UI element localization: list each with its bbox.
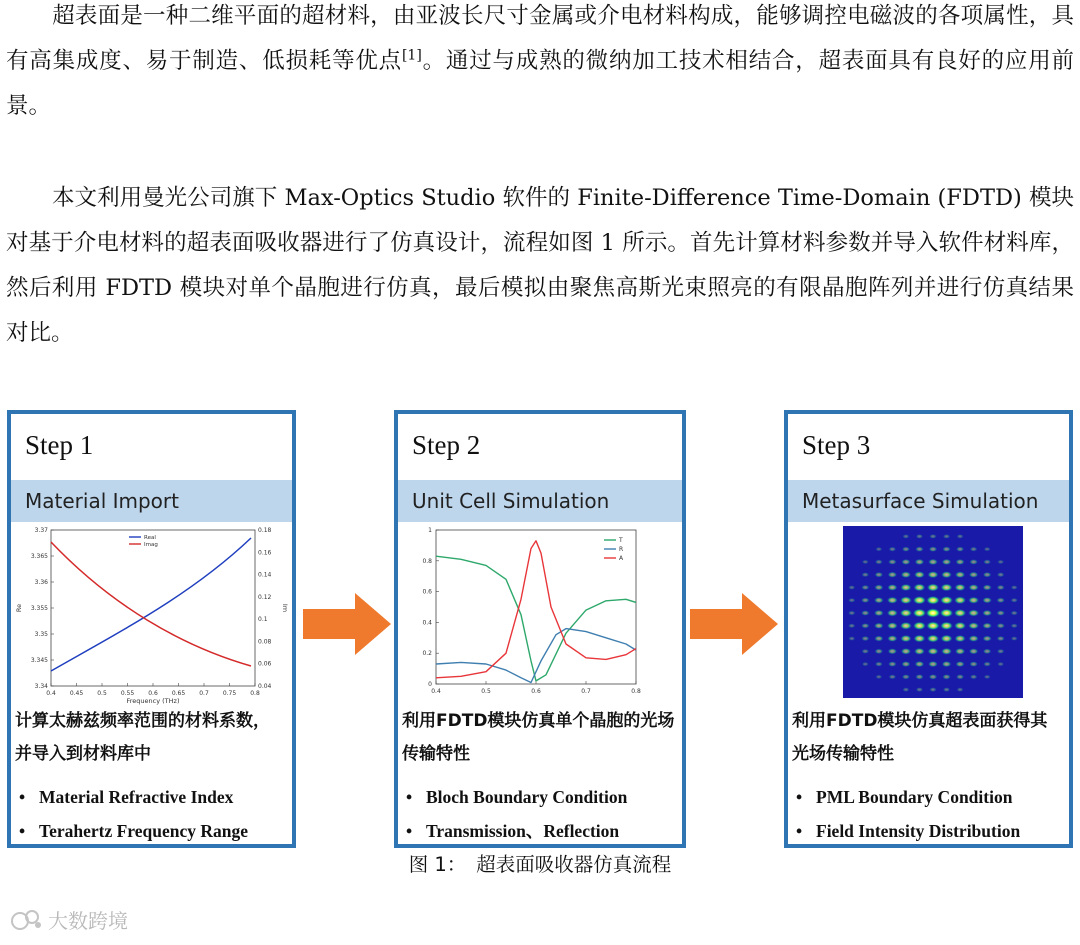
field-spot [983,661,991,666]
field-spot [915,674,924,680]
field-spot [874,584,884,590]
field-spot [940,596,954,605]
field-spot [969,661,978,667]
field-spot [928,661,938,668]
field-spot [968,622,979,629]
step3-description: 利用FDTD模块仿真超表面获得其光场传输特性 [792,711,1048,764]
field-spot [969,572,979,578]
field-spot [970,674,978,679]
field-spot [888,661,897,667]
chart1-legend-label: Real [144,535,156,541]
field-spot [874,648,883,654]
field-spot [969,648,979,654]
step2-bullet: • Bloch Boundary Condition [406,787,628,807]
field-spot [887,622,898,629]
chart1-y-left-tick-label: 3.365 [30,553,48,560]
field-spot [929,674,938,680]
field-spot [983,559,991,564]
watermark-text: 大数跨境 [48,909,128,933]
field-spot [968,597,979,604]
field-spot [997,649,1005,654]
field-spot [861,572,869,577]
step3-panel [784,410,1073,848]
field-spot [901,559,911,565]
field-spot [848,598,856,603]
field-spot [954,596,967,604]
chart1-y-left-tick-label: 3.37 [34,527,48,534]
step2-bullet: • Transmission、Reflection [406,821,620,841]
chart1-x-axis-label: Frequency (THz) [126,697,180,705]
step3-bullet-list [796,780,1065,848]
field-spot [927,571,939,578]
chart1-y-right-tick-label: 0.12 [258,593,272,601]
chart1-y-right-tick-label: 0.08 [258,638,272,646]
field-spot [901,571,912,578]
transmission-chart [398,524,682,700]
field-spot [941,559,951,565]
right-arrow-icon [690,593,778,655]
field-spot [984,675,991,680]
field-spot [996,623,1005,629]
field-spot [956,534,963,539]
field-spot [983,648,992,654]
reference-mark[interactable]: [1] [401,47,422,64]
field-spot [929,546,938,552]
chart2-y-tick-label: 0.2 [422,650,432,658]
field-spot [997,662,1004,667]
figure-label: 图 1： [408,853,467,876]
chart1-x-tick-label: 0.45 [69,690,84,697]
chart1-x-tick-label: 0.55 [120,690,135,697]
field-spot [874,597,884,603]
field-spot [956,687,963,692]
chart1-y-left-tick-label: 3.355 [30,605,48,612]
chart2-x-tick-label: 0.7 [581,688,591,695]
field-spot [848,623,856,628]
field-spot [982,597,992,603]
field-spot [928,559,938,566]
step3-bullet: • Field Intensity Distribution [796,821,1021,841]
chart2-legend-label: T [619,537,623,544]
step1-bullet-list [19,780,288,848]
figure-caption-text: 超表面吸收器仿真流程 [476,853,672,876]
chart2-y-tick-label: 0.4 [422,619,432,627]
field-spot [940,635,953,643]
field-spot [888,559,897,565]
intro-text-tail: 。通过与成熟的微纳加工技术相结合，超表面具有良好的应用前景。 [6,48,1074,119]
field-spot [926,596,940,605]
chart1-x-tick-label: 0.7 [199,690,209,697]
field-spot [997,560,1004,565]
chart1-x-tick-label: 0.4 [46,690,56,697]
field-spot [848,636,855,641]
field-spot [996,610,1005,616]
chart2-x-tick-label: 0.6 [531,688,541,695]
field-spot [916,534,924,539]
chart1-y-left-tick-label: 3.35 [34,631,48,638]
chart1-x-tick-label: 0.8 [250,690,260,697]
chart1-y-right-tick-label: 0.06 [258,660,272,668]
field-spot [915,546,924,552]
field-spot [900,609,913,617]
step2-description: 利用FDTD模块仿真单个晶胞的光场传输特性 [402,711,675,764]
chart2-y-tick-label: 0 [428,681,432,688]
right-arrow-icon [303,593,391,655]
field-spot [914,648,925,655]
field-spot [848,611,856,616]
field-spot [969,559,978,565]
chart1-x-tick-label: 0.65 [171,690,186,697]
field-spot [1011,585,1018,590]
field-spot [887,635,898,642]
step1-subtitle: Material Import [11,480,292,522]
field-spot [913,583,926,591]
field-spot [955,559,965,565]
field-spot [942,546,951,552]
field-spot [955,648,966,655]
field-spot [875,661,883,666]
field-spot [984,547,991,552]
field-spot [913,635,926,643]
field-intensity-map [788,524,1069,700]
method-text: 本文利用曼光公司旗下 Max-Optics Studio 软件的 Finite-Difference Time-Domain (FDTD) 模块对基于介电材料的超表面吸收器进行了仿真设计，流程如图 1 所示。首先计算材料参数并导入软件材料库，然后利用 FDTD 模块对单个晶胞进行仿真，最后模拟由聚焦高斯光束照亮的有限晶胞阵列并进行仿真结果对比。 [6,185,1074,346]
figure-caption [0,849,1080,877]
field-spot [875,675,882,680]
field-spot [996,597,1005,603]
step2-bullet-list [406,780,678,848]
step3-bullet: • PML Boundary Condition [796,787,1013,807]
field-spot [940,583,953,591]
step2-panel [394,410,686,848]
field-spot [996,636,1004,641]
field-spot [916,687,924,692]
field-spot [954,635,966,642]
intro-text: 超表面是一种二维平面的超材料，由亚波长尺寸金属或介电材料构成，能够调控电磁波的各项属性，具有高集成度、易于制造、低损耗等优点 [6,3,1074,74]
field-spot [927,583,940,591]
field-spot [982,623,992,629]
chart1-y-left-tick-label: 3.345 [30,657,48,664]
chart1-y-right-tick-label: 0.16 [258,549,272,557]
field-spot [887,572,897,578]
field-spot [862,560,869,565]
field-spot [912,609,926,618]
field-spot [887,648,897,654]
field-spot [997,572,1005,577]
step1-description: 计算太赫兹频率范围的材料系数，并导入到材料库中 [15,711,270,764]
field-spot [941,661,951,667]
field-spot [956,674,964,679]
field-spot [968,635,979,642]
field-spot [913,621,927,630]
field-spot [941,648,952,655]
chart1-x-tick-label: 0.75 [222,690,237,697]
chart1-y-right-tick-label: 0.18 [258,527,272,534]
field-spot [955,571,966,578]
chart1-y-left-tick-label: 3.34 [34,683,48,690]
field-spot [914,571,925,578]
field-spot [927,648,939,655]
field-spot [887,609,899,616]
field-spot [968,584,979,591]
chart2-y-tick-label: 0.6 [422,588,432,596]
field-spot [941,571,952,578]
field-spot [954,609,967,617]
field-spot [943,687,951,692]
watermark-logo-icon [10,907,44,933]
field-spot [925,608,940,618]
field-spot [874,610,884,617]
chart1-y-right-tick-label: 0.14 [258,571,272,579]
field-spot [874,572,883,578]
field-spot [861,597,870,603]
field-spot [900,635,912,642]
field-spot [1010,598,1018,603]
method-paragraph [6,176,1074,356]
step2-title: Step 2 [412,430,481,460]
step1-title: Step 1 [25,430,94,460]
field-spot [996,585,1004,590]
field-spot [926,621,940,630]
field-spot [900,584,912,591]
chart2-y-tick-label: 1 [428,527,432,534]
field-spot [1010,611,1018,616]
field-spot [929,687,937,692]
field-spot [968,609,980,616]
field-spot [940,621,954,630]
chart2-x-tick-label: 0.4 [431,688,441,695]
chart1-y-right-label: Im [281,603,289,613]
field-spot [902,687,909,692]
field-spot [970,547,978,552]
field-spot [888,547,896,552]
chart1-y-left-tick-label: 3.36 [34,579,48,586]
step1-bullet: • Terahertz Frequency Range [19,821,248,841]
field-spot [861,610,870,616]
field-spot [900,622,913,630]
field-spot [982,610,992,617]
step3-title: Step 3 [802,430,871,460]
refractive-index-chart [11,524,292,705]
field-spot [875,559,883,564]
field-spot [942,674,951,680]
field-spot [914,661,924,667]
field-spot [939,609,953,618]
field-spot [982,584,992,590]
field-spot [901,648,912,655]
step1-bullet: • Material Refractive Index [19,787,234,807]
chart1-y-right-tick-label: 0.1 [258,616,268,624]
field-spot [874,623,884,629]
field-spot [861,623,870,629]
chart2-y-tick-label: 0.8 [422,557,432,565]
field-spot [901,661,911,667]
chart2-legend-label: A [619,555,624,562]
field-spot [956,546,964,551]
chart1-y-right-tick-label: 0.04 [258,683,272,690]
field-spot [875,547,882,552]
field-spot [888,674,896,679]
intro-paragraph [6,0,1074,129]
field-spot [861,585,869,590]
field-spot [1010,623,1018,628]
chart2-x-tick-label: 0.5 [481,688,491,695]
chart1-x-tick-label: 0.5 [97,690,107,697]
field-spot [861,636,869,641]
field-spot [1011,636,1018,641]
field-spot [913,596,927,605]
chart2-legend-label: R [619,546,624,553]
field-spot [902,674,910,679]
field-spot [900,596,913,604]
step1-panel [7,410,296,848]
chart2-x-tick-label: 0.8 [631,688,641,695]
field-spot [955,661,965,667]
chart1-legend-label: Imag [144,542,158,548]
field-spot [943,534,951,539]
field-spot [848,585,855,590]
field-spot [902,546,910,551]
field-spot [929,534,937,539]
step2-subtitle: Unit Cell Simulation [398,480,682,522]
field-spot [874,635,884,641]
field-spot [982,635,992,641]
step3-subtitle: Metasurface Simulation [788,480,1069,522]
watermark [10,905,128,934]
field-spot [954,622,967,630]
field-spot [983,572,992,578]
field-spot [902,534,909,539]
chart1-x-tick-label: 0.6 [148,690,158,697]
field-spot [927,634,940,642]
field-spot [862,662,869,667]
chart1-y-left-label: Re [15,603,23,613]
field-spot [887,584,898,591]
field-spot [887,597,898,604]
field-spot [914,559,924,565]
field-spot [954,584,966,591]
field-spot [861,649,869,654]
